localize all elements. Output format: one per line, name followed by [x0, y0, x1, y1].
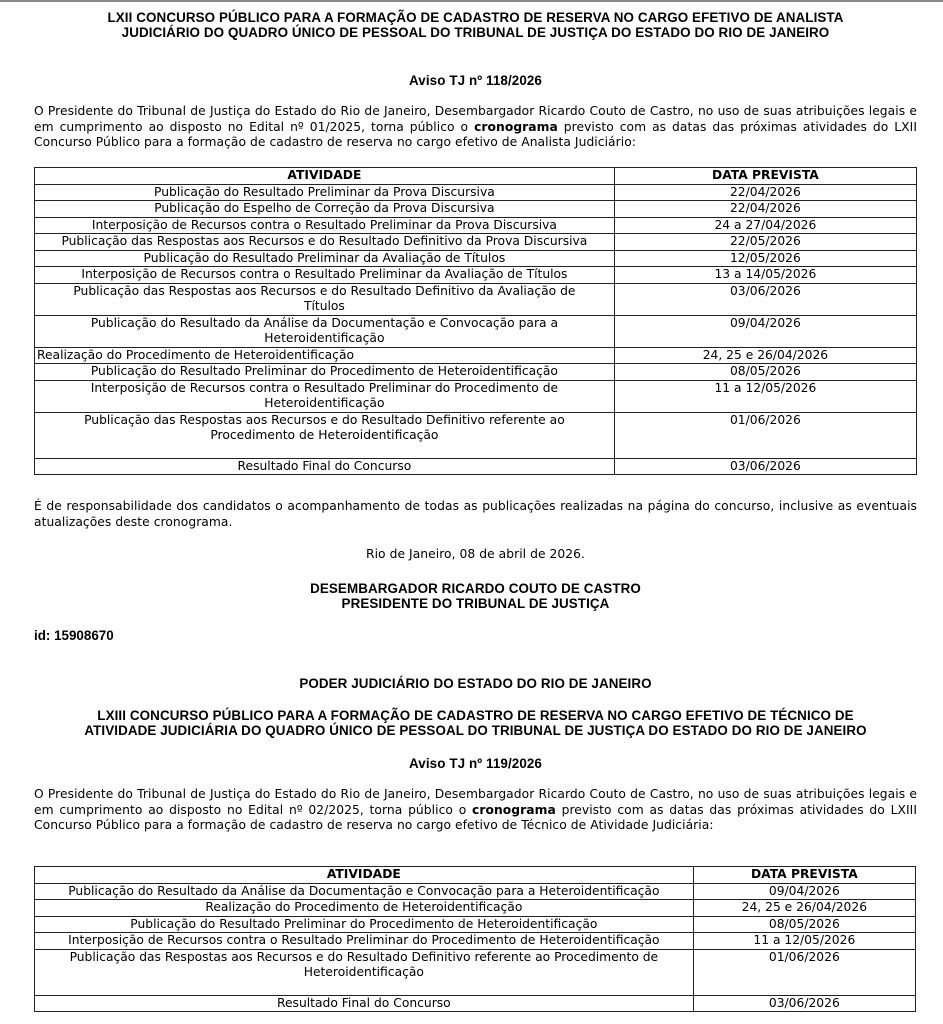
table-row	[35, 217, 917, 234]
aviso2-intro-bold: cronograma	[472, 802, 556, 817]
table-header-row	[35, 867, 916, 884]
data-cell: 03/06/2026	[614, 283, 916, 315]
atividade-cell: Interposição de Recursos contra o Resultado Preliminar do Procedimento de Heteroidentificação	[35, 933, 694, 950]
data-cell: 08/05/2026	[693, 916, 915, 933]
data-cell: 22/05/2026	[614, 234, 916, 251]
atividade-cell: Publicação das Respostas aos Recursos e do Resultado Definitivo da Avaliação de Títulos	[35, 283, 615, 315]
data-cell: 12/05/2026	[614, 250, 916, 267]
table-row	[35, 267, 917, 284]
table-row	[35, 949, 916, 995]
data-cell: 03/06/2026	[614, 458, 916, 475]
aviso1-number: Aviso TJ nº 118/2026	[409, 73, 542, 88]
atividade-cell: Interposição de Recursos contra o Resultado Preliminar da Prova Discursiva	[35, 217, 615, 234]
data-cell: 24 a 27/04/2026	[614, 217, 916, 234]
atividade-cell: Publicação das Respostas aos Recursos e do Resultado Definitivo referente ao Procedimento de Heteroidentificação	[35, 412, 615, 458]
table-header-row	[35, 168, 917, 185]
atividade-cell: Resultado Final do Concurso	[35, 458, 615, 475]
aviso2-title-line: ATIVIDADE JUDICIÁRIA DO QUADRO ÚNICO DE PESSOAL DO TRIBUNAL DE JUSTIÇA DO ESTADO DO RIO DE JANEIRO	[84, 723, 867, 738]
table-row	[35, 883, 916, 900]
aviso2-org: PODER JUDICIÁRIO DO ESTADO DO RIO DE JANEIRO	[299, 676, 652, 691]
data-cell: 22/04/2026	[614, 201, 916, 218]
aviso1-signature	[34, 581, 917, 611]
aviso1-intro	[34, 104, 917, 151]
table-row	[35, 234, 917, 251]
atividade-cell: Publicação do Resultado da Análise da Documentação e Convocação para a Heteroidentificação	[35, 883, 694, 900]
data-cell: 11 a 12/05/2026	[614, 380, 916, 412]
data-cell: 13 a 14/05/2026	[614, 267, 916, 284]
atividade-cell: Publicação do Resultado Preliminar da Avaliação de Títulos	[35, 250, 615, 267]
table-row	[35, 364, 917, 381]
data-cell: 03/06/2026	[693, 995, 915, 1012]
aviso2-title-line: LXIII CONCURSO PÚBLICO PARA A FORMAÇÃO DE CADASTRO DE RESERVA NO CARGO EFETIVO DE TÉCNICO DE	[97, 708, 854, 723]
data-cell: 24, 25 e 26/04/2026	[693, 900, 915, 917]
atividade-cell: Publicação do Resultado Preliminar do Procedimento de Heteroidentificação	[35, 364, 615, 381]
aviso1-intro-text: O Presidente do Tribunal de Justiça do Estado do Rio de Janeiro, Desembargador Ricardo Couto de Castro, no uso de suas atribuições legais e em cumprimento ao disposto no Edital nº 01/2025, torna público o	[34, 104, 917, 134]
table-row	[35, 458, 917, 475]
aviso1-intro-bold: cronograma	[474, 119, 558, 134]
aviso1-title-line: JUDICIÁRIO DO QUADRO ÚNICO DE PESSOAL DO TRIBUNAL DE JUSTIÇA DO ESTADO DO RIO DE JANEIRO	[121, 25, 830, 40]
column-header-data-prevista: DATA PREVISTA	[693, 867, 915, 884]
atividade-cell: Realização do Procedimento de Heteroidentificação	[35, 347, 615, 364]
aviso2-intro	[34, 787, 917, 834]
data-cell: 09/04/2026	[614, 315, 916, 347]
column-header-atividade: ATIVIDADE	[35, 867, 694, 884]
data-cell: 11 a 12/05/2026	[693, 933, 915, 950]
table-row	[35, 201, 917, 218]
data-cell: 01/06/2026	[614, 412, 916, 458]
table-row	[35, 933, 916, 950]
table-row	[35, 184, 917, 201]
data-cell: 09/04/2026	[693, 883, 915, 900]
table-row	[35, 347, 917, 364]
data-cell: 08/05/2026	[614, 364, 916, 381]
aviso1-intro-text: previsto com as datas das próximas atividades do LXII Concurso Público para a formação de cadastro de reserva no cargo efetivo de Analista Judiciário:	[34, 119, 917, 149]
atividade-cell: Publicação do Resultado Preliminar da Prova Discursiva	[35, 184, 615, 201]
table-row	[35, 916, 916, 933]
signature-role: PRESIDENTE DO TRIBUNAL DE JUSTIÇA	[341, 596, 610, 611]
table-row	[35, 900, 916, 917]
column-header-data-prevista: DATA PREVISTA	[614, 168, 916, 185]
aviso1-schedule-table	[34, 167, 917, 475]
aviso2-number: Aviso TJ nº 119/2026	[409, 756, 542, 771]
atividade-cell: Publicação das Respostas aos Recursos e do Resultado Definitivo referente ao Procedimento de Heteroidentificação	[35, 949, 694, 995]
aviso1-title-line: LXII CONCURSO PÚBLICO PARA A FORMAÇÃO DE CADASTRO DE RESERVA NO CARGO EFETIVO DE ANALISTA	[107, 10, 844, 25]
atividade-cell: Publicação das Respostas aos Recursos e do Resultado Definitivo da Prova Discursiva	[35, 234, 615, 251]
table-row	[35, 380, 917, 412]
atividade-cell: Resultado Final do Concurso	[35, 995, 694, 1012]
atividade-cell: Realização do Procedimento de Heteroidentificação	[35, 900, 694, 917]
atividade-cell: Interposição de Recursos contra o Resultado Preliminar do Procedimento de Heteroidentificação	[35, 380, 615, 412]
table-row	[35, 315, 917, 347]
aviso2-schedule-table	[34, 866, 916, 1012]
aviso2-title	[34, 708, 917, 738]
aviso2-intro-text: O Presidente do Tribunal de Justiça do Estado do Rio de Janeiro, Desembargador Ricardo Couto de Castro, no uso de suas atribuições legais e em cumprimento ao disposto no Edital nº 02/2025, torna público o	[34, 787, 917, 817]
signature-name: DESEMBARGADOR RICARDO COUTO DE CASTRO	[310, 581, 641, 596]
aviso2-intro-text: previsto com as datas das próximas atividades do LXIII Concurso Público para a formação de cadastro de reserva no cargo efetivo de Técnico de Atividade Judiciária:	[34, 802, 918, 832]
atividade-cell: Interposição de Recursos contra o Resultado Preliminar da Avaliação de Títulos	[35, 267, 615, 284]
top-border	[0, 0, 943, 2]
table-row	[35, 283, 917, 315]
data-cell: 24, 25 e 26/04/2026	[614, 347, 916, 364]
aviso1-closing: É de responsabilidade dos candidatos o acompanhamento de todas as publicações realizadas na página do concurso, inclusive as eventuais atualizações deste cronograma.	[34, 499, 917, 529]
table-row	[35, 995, 916, 1012]
atividade-cell: Publicação do Resultado Preliminar do Procedimento de Heteroidentificação	[35, 916, 694, 933]
aviso1-title	[34, 10, 917, 40]
aviso1-place-date: Rio de Janeiro, 08 de abril de 2026.	[366, 547, 585, 561]
aviso1-id: id: 15908670	[34, 628, 114, 643]
data-cell: 01/06/2026	[693, 949, 915, 995]
data-cell: 22/04/2026	[614, 184, 916, 201]
table-row	[35, 250, 917, 267]
table-row	[35, 412, 917, 458]
column-header-atividade: ATIVIDADE	[35, 168, 615, 185]
atividade-cell: Publicação do Espelho de Correção da Prova Discursiva	[35, 201, 615, 218]
atividade-cell: Publicação do Resultado da Análise da Documentação e Convocação para a Heteroidentificação	[35, 315, 615, 347]
